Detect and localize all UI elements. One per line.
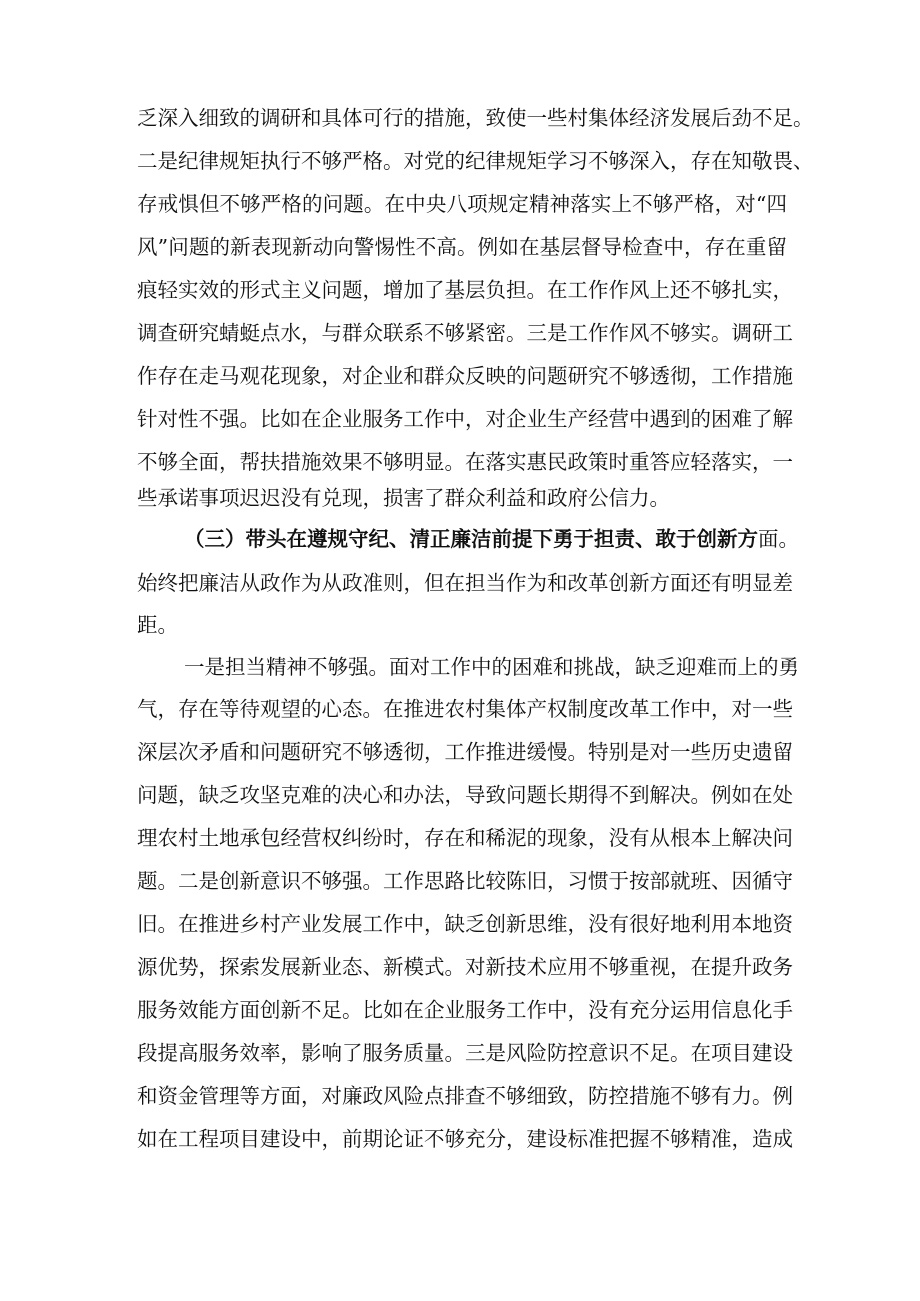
body-line: 一是担当精神不够强。面对工作中的困难和挑战，缺乏迎难而上的勇 (184, 655, 799, 679)
body-line: 调查研究蜻蜓点水，与群众联系不够紧密。三是工作作风不够实。调研工 (137, 321, 793, 345)
body-line: 段提高服务效率，影响了服务质量。三是风险防控意识不足。在项目建设 (137, 1041, 793, 1065)
body-line: 旧。在推进乡村产业发展工作中，缺乏创新思维，没有很好地利用本地资 (137, 912, 793, 936)
body-line: 题。二是创新意识不够强。工作思路比较陈旧，习惯于按部就班、因循守 (137, 869, 793, 893)
body-line: 不够全面，帮扶措施效果不够明显。在落实惠民政策时重答应轻落实，一 (137, 450, 793, 474)
body-line: 针对性不强。比如在企业服务工作中，对企业生产经营中遇到的困难了解 (137, 407, 793, 431)
body-line: 气，存在等待观望的心态。在推进农村集体产权制度改革工作中，对一些 (137, 697, 793, 721)
section-heading-tail: 面。 (758, 527, 799, 551)
intro-line: 距。 (137, 613, 178, 637)
section-heading (184, 524, 799, 554)
body-line: 乏深入细致的调研和具体可行的措施，致使一些村集体经济发展后劲不足。 (137, 106, 814, 130)
body-line: 源优势，探索发展新业态、新模式。对新技术应用不够重视，在提升政务 (137, 955, 793, 979)
body-line: 二是纪律规矩执行不够严格。对党的纪律规矩学习不够深入，存在知敬畏、 (137, 149, 814, 173)
body-line: 如在工程项目建设中，前期论证不够充分，建设标准把握不够精准，造成 (137, 1127, 793, 1151)
body-line: 存戒惧但不够严格的问题。在中央八项规定精神落实上不够严格，对“四 (137, 192, 787, 216)
body-line: 理农村土地承包经营权纠纷时，存在和稀泥的现象，没有从根本上解决问 (137, 826, 793, 850)
body-line: 和资金管理等方面，对廉政风险点排查不够细致，防控措施不够有力。例 (137, 1084, 793, 1108)
body-line: 服务效能方面创新不足。比如在企业服务工作中，没有充分运用信息化手 (137, 998, 793, 1022)
intro-line: 始终把廉洁从政作为从政准则，但在担当作为和改革创新方面还有明显差 (137, 571, 793, 595)
body-line: 深层次矛盾和问题研究不够透彻，工作推进缓慢。特别是对一些历史遗留 (137, 740, 793, 764)
section-heading-bold: （三）带头在遵规守纪、清正廉洁前提下勇于担责、敢于创新方 (184, 527, 758, 551)
body-line: 作存在走马观花现象，对企业和群众反映的问题研究不够透彻，工作措施 (137, 364, 793, 388)
body-line: 风”问题的新表现新动向警惕性不高。例如在基层督导检查中，存在重留 (137, 235, 787, 259)
body-line: 些承诺事项迟迟没有兑现，损害了群众利益和政府公信力。 (137, 486, 670, 510)
body-line: 痕轻实效的形式主义问题，增加了基层负担。在工作作风上还不够扎实， (137, 278, 793, 302)
body-line: 问题，缺乏攻坚克难的决心和办法，导致问题长期得不到解决。例如在处 (137, 783, 793, 807)
